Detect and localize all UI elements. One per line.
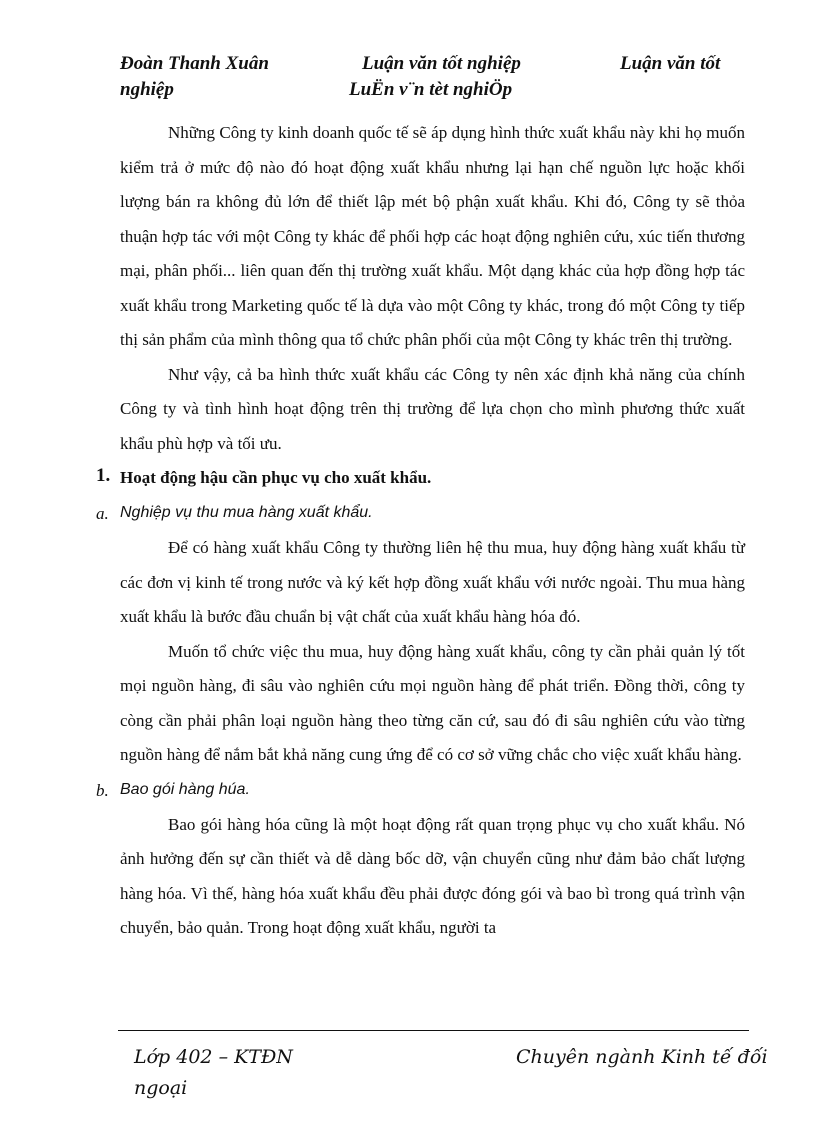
paragraph: Như vậy, cả ba hình thức xuất khẩu các Công ty nên xác định khả năng của chính Công ty và tình hình hoạt động trên thị trường để lựa chọn cho mình phương thức xuất khẩu phù hợp và tối ưu. <box>120 364 745 453</box>
paragraph: Bao gói hàng hóa cũng là một hoạt động rất quan trọng phục vụ cho xuất khẩu. Nó ảnh hưởng đến sự cần thiết và dễ dàng bốc dỡ, vận chuyển cũng như đảm bảo chất lượng hàng hóa. Vì thế, hàng hóa xuất khẩu đều phải được đóng gói và bao bì trong quá trình vận chuyển, bảo quản. Trong hoạt động xuất khẩu, người ta <box>120 814 745 937</box>
subsection-title: Bao gói hàng húa. <box>120 780 250 798</box>
paragraph: Muốn tổ chức việc thu mua, huy động hàng xuất khẩu, công ty cần phải quản lý tốt mọi nguồn hàng, đi sâu vào nghiên cứu mọi nguồn hàng để phát triển. Đồng thời, công ty còng cần phải phân loại nguồn hàng theo từng căn cứ, sau đó đi sâu nghiên cứu vào từng nguồn hàng để nắm bắt khả năng cung ứng để có cơ sở vững chắc cho việc xuất khẩu hàng. <box>120 641 745 764</box>
header-title-right-cont: nghiệp <box>120 79 174 100</box>
paragraph: Những Công ty kinh doanh quốc tế sẽ áp dụng hình thức xuất khẩu này khi họ muốn kiểm trả ở mức độ nào đó hoạt động xuất khẩu nhưng lại hạn chế nguồn lực hoặc khối lượng bán ra không đủ lớn để thiết lập mét bộ phận xuất khẩu. Khi đó, Công ty sẽ thỏa thuận hợp tác với một Công ty khác để phối hợp các hoạt động nghiên cứu, xúc tiến thương mại, phân phối... liên quan đến thị trường xuất khẩu. Một dạng khác của hợp đồng hợp tác xuất khẩu trong Marketing quốc tế là dựa vào một Công ty khác, trong đó một Công ty tiếp thị sản phẩm của mình thông qua tổ chức phân phối của một Công ty khác trên thị trường. <box>120 123 745 349</box>
section-heading <box>96 461 745 496</box>
paragraph: Để có hàng xuất khẩu Công ty thường liên hệ thu mua, huy động hàng xuất khẩu từ các đơn vị kinh tế trong nước và ký kết hợp đồng xuất khẩu với nước ngoài. Thu mua hàng xuất khẩu là bước đầu chuẩn bị vật chất của xuất khẩu hàng hóa đó. <box>120 538 745 626</box>
header-title-center: Luận văn tốt nghiệp <box>362 53 521 74</box>
subsection-title: Nghiệp vụ thu mua hàng xuất khẩu. <box>120 504 373 521</box>
header-author: Đoàn Thanh Xuân <box>120 53 269 74</box>
subsection-heading <box>96 496 745 531</box>
header-title-garbled: LuËn v¨n tèt nghiÖp <box>349 79 513 100</box>
footer-class-cont: ngoại <box>134 1077 188 1099</box>
section-number: 1. <box>96 465 111 486</box>
footer-divider <box>118 1030 749 1031</box>
body-text <box>96 116 745 946</box>
section-title: Hoạt động hậu cần phục vụ cho xuất khẩu. <box>120 468 432 487</box>
header-title-right: Luận văn tốt <box>620 53 721 74</box>
footer-major: Chuyên ngành Kinh tế đối <box>516 1046 768 1068</box>
subsection-letter: b. <box>96 780 109 800</box>
footer-class-label: Lớp 402 – KTĐN <box>134 1046 293 1068</box>
subsection-letter: a. <box>96 504 109 523</box>
subsection-heading <box>96 773 745 808</box>
